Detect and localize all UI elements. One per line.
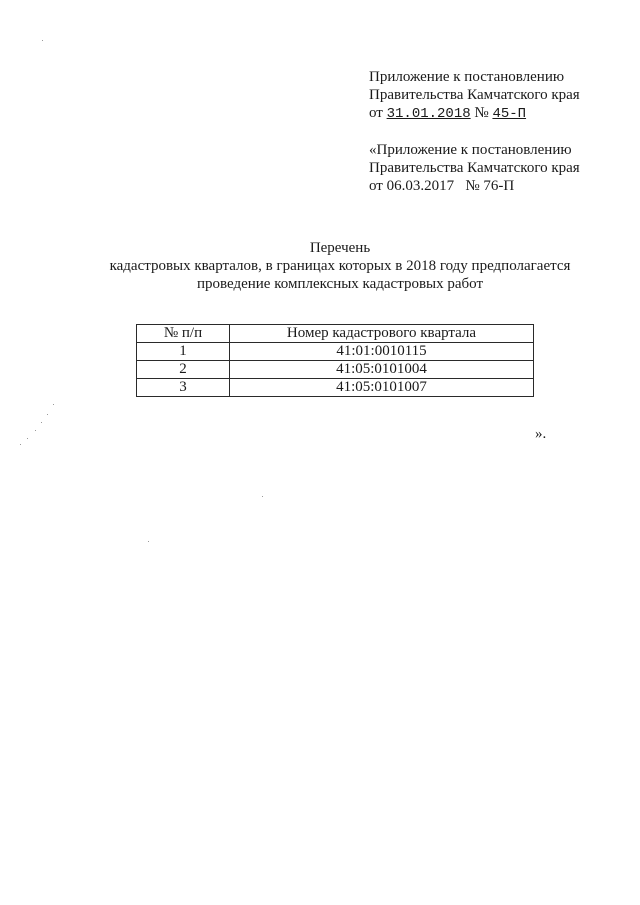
original-appendix-line-1: «Приложение к постановлению — [369, 142, 572, 158]
title-line-2: кадастровых кварталов, в границах которых в 2018 году предполагается — [109, 258, 571, 274]
scan-speck — [262, 496, 263, 497]
scan-speck — [53, 404, 54, 405]
date-prefix: от — [369, 105, 383, 121]
original-appendix-line-3: от 06.03.2017 № 76-П — [369, 178, 515, 194]
row-number-cell: 1 — [137, 343, 230, 361]
stamped-number: 45-П — [492, 106, 527, 122]
document-title — [0, 239, 640, 293]
scan-speck — [27, 438, 28, 439]
cadastral-number-cell: 41:01:0010115 — [230, 343, 534, 361]
table-row — [137, 379, 534, 397]
row-number-cell: 2 — [137, 361, 230, 379]
appendix-line-2: Правительства Камчатского края — [369, 87, 580, 103]
appendix-header-current — [369, 68, 580, 123]
appendix-date-line — [369, 104, 580, 123]
table-row — [137, 343, 534, 361]
scan-speck — [47, 414, 48, 415]
scan-speck — [148, 541, 149, 542]
cadastral-number-cell: 41:05:0101004 — [230, 361, 534, 379]
scan-speck — [42, 40, 43, 41]
scan-speck — [20, 444, 21, 445]
stamped-date: 31.01.2018 — [386, 106, 471, 122]
number-prefix: № — [474, 105, 489, 121]
appendix-header-original — [369, 141, 580, 195]
title-line-1: Перечень — [309, 240, 371, 256]
column-header-number: № п/п — [137, 325, 230, 343]
row-number-cell: 3 — [137, 379, 230, 397]
column-header-cadastral-number: Номер кадастрового квартала — [230, 325, 534, 343]
cadastral-number-cell: 41:05:0101007 — [230, 379, 534, 397]
scan-speck — [41, 422, 42, 423]
appendix-line-1: Приложение к постановлению — [369, 69, 565, 85]
scan-speck — [35, 430, 36, 431]
table-header-row — [137, 325, 534, 343]
original-appendix-line-2: Правительства Камчатского края — [369, 160, 580, 176]
cadastral-quarters-table — [136, 324, 534, 397]
closing-quote-mark: ». — [535, 426, 547, 442]
table-row — [137, 361, 534, 379]
title-line-3: проведение комплексных кадастровых работ — [196, 276, 484, 292]
